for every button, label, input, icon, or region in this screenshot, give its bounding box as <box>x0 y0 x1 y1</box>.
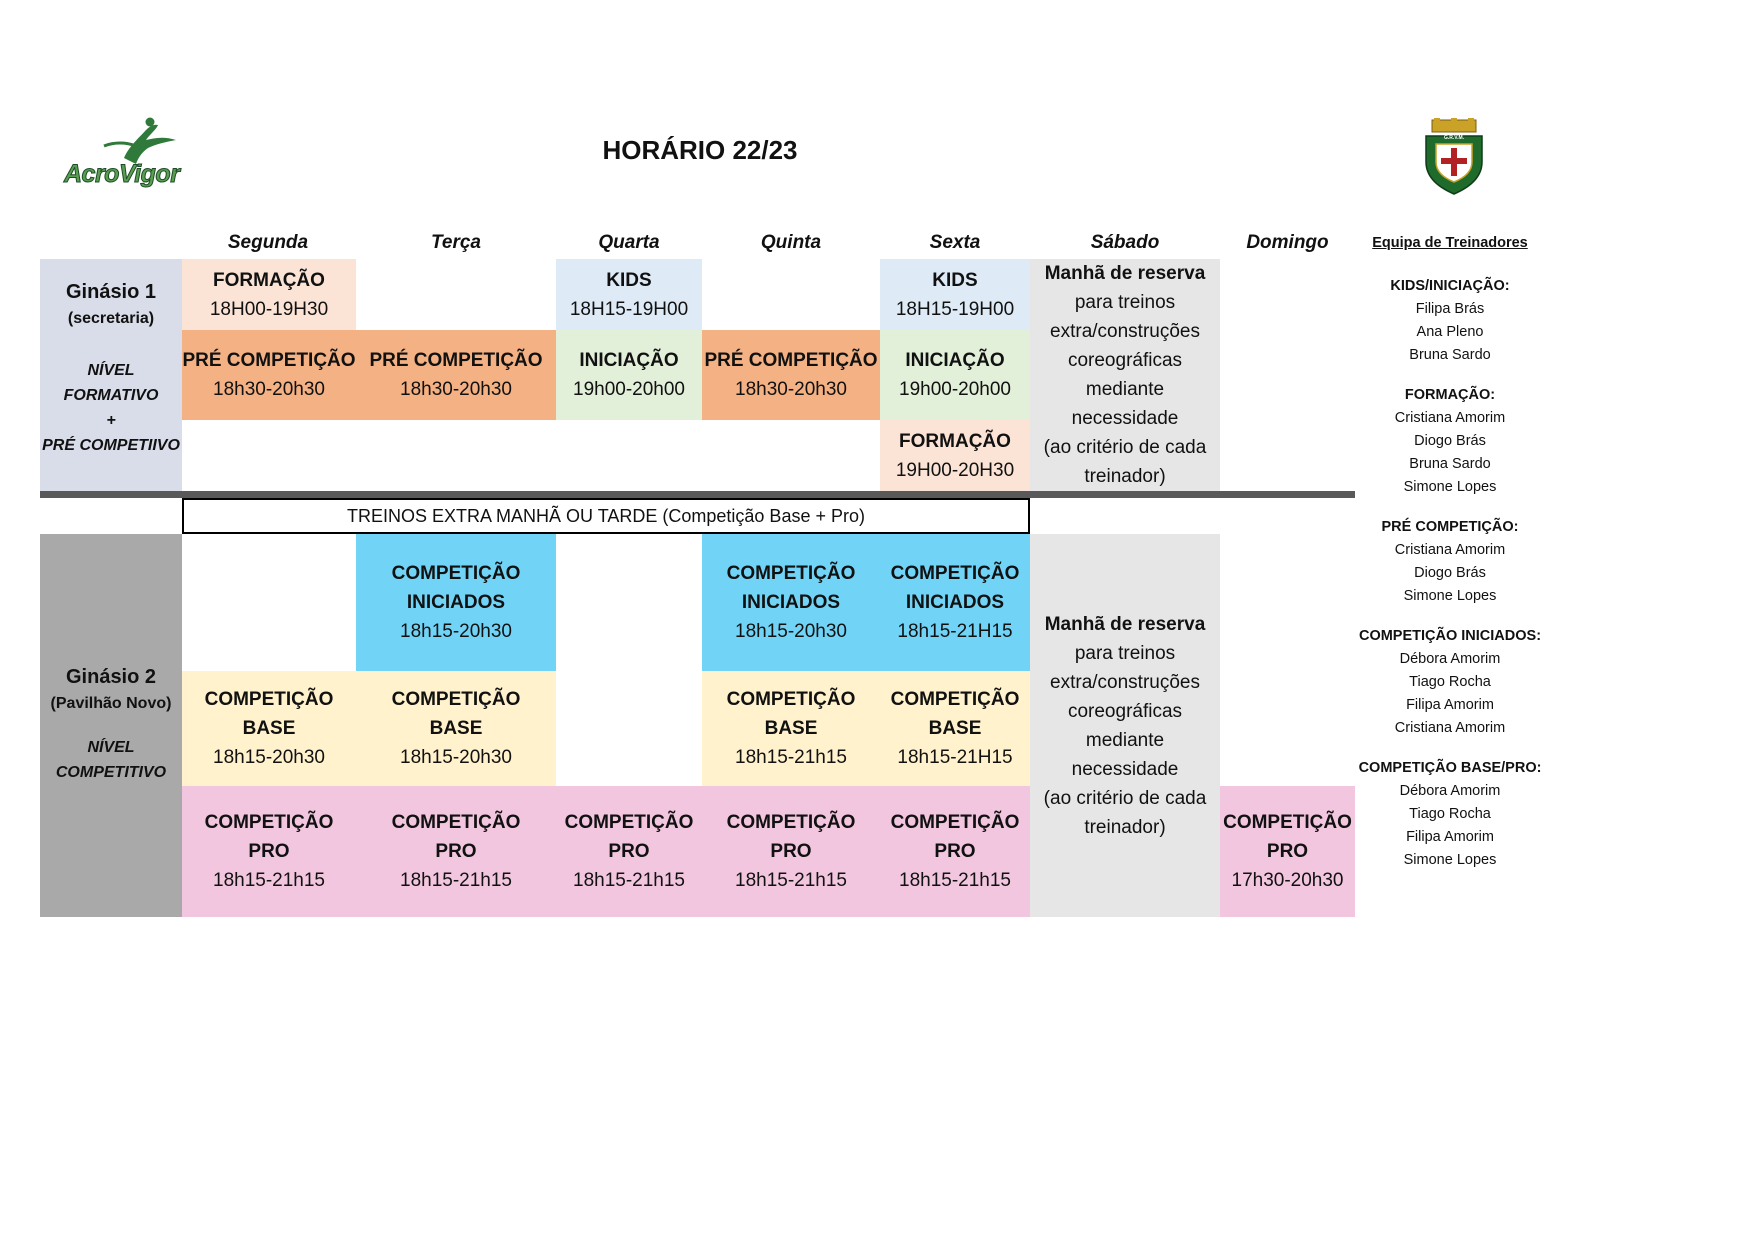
schedule-cell-iniciacao <box>880 330 1030 420</box>
cell-time: 18h15-21h15 <box>400 870 512 891</box>
day-header-quinta: Quinta <box>760 232 822 253</box>
gym1-level-line: NÍVEL <box>87 362 135 379</box>
cell-label: PRO <box>435 841 477 862</box>
gym1-level-line: + <box>106 412 116 429</box>
cell-time: 18h15-20h30 <box>735 621 847 642</box>
gym2-level-line: COMPETITIVO <box>55 764 167 781</box>
cell-time: 18h15-21h15 <box>573 870 685 891</box>
coach-name: Tiago Rocha <box>1409 806 1491 822</box>
gym1-label <box>40 259 182 491</box>
gym2-name: Ginásio 2 <box>65 666 157 688</box>
saturday-reserve-gym2 <box>1030 534 1220 917</box>
cell-label: PRO <box>934 841 976 862</box>
reserve-line: mediante <box>1085 379 1165 400</box>
cell-label: COMPETIÇÃO <box>204 689 334 710</box>
coach-name: Ana Pleno <box>1416 324 1484 340</box>
schedule-cell-competicao-iniciados <box>880 534 1030 671</box>
schedule-cell-formacao <box>182 259 356 330</box>
gym1-name: Ginásio 1 <box>65 281 157 303</box>
cell-label: COMPETIÇÃO <box>391 812 521 833</box>
reserve-line: (ao critério de cada <box>1043 437 1207 458</box>
gym1-level-line: PRÉ COMPETIIVO <box>42 437 180 454</box>
coach-name: Simone Lopes <box>1403 479 1497 495</box>
reserve-line: extra/construções <box>1050 671 1200 693</box>
day-header-quarta: Quarta <box>598 232 660 253</box>
crest-text: G.R.V.M. <box>1443 135 1465 141</box>
cell-label: COMPETIÇÃO <box>726 812 856 833</box>
gym2-location: (Pavilhão Novo) <box>50 695 172 712</box>
coach-group-title: FORMAÇÃO: <box>1404 387 1496 403</box>
cell-time: 18h15-21h15 <box>213 870 325 891</box>
cell-label: INICIAÇÃO <box>579 350 679 371</box>
schedule-cell-kids <box>880 259 1030 330</box>
schedule-cell-competicao-pro <box>356 786 556 917</box>
cell-time: 18h30-20h30 <box>213 379 325 400</box>
schedule-cell-competicao-pro <box>1220 786 1355 917</box>
coach-name: Simone Lopes <box>1403 588 1497 604</box>
cell-label: INICIADOS <box>741 592 841 613</box>
cell-time: 18h15-21H15 <box>897 747 1013 768</box>
reserve-line: treinador) <box>1084 466 1166 487</box>
schedule-cell-pre-competicao <box>356 330 556 420</box>
cell-label: PRO <box>608 841 650 862</box>
day-header-terca: Terça <box>431 232 481 253</box>
cell-label: PRO <box>248 841 290 862</box>
reserve-line: mediante <box>1085 729 1165 751</box>
reserve-line: extra/construções <box>1050 321 1200 342</box>
acrovigor-logo <box>60 122 200 202</box>
cell-label: PRO <box>770 841 812 862</box>
reserve-line: treinador) <box>1084 816 1166 838</box>
coach-name: Cristiana Amorim <box>1394 410 1506 426</box>
cell-label: COMPETIÇÃO <box>391 689 521 710</box>
reserve-line: para treinos <box>1074 292 1176 313</box>
page-title: HORÁRIO 22/23 <box>602 135 798 165</box>
reserve-line: necessidade <box>1071 758 1179 780</box>
coaches-header: Equipa de Treinadores <box>1372 235 1528 251</box>
reserve-line: necessidade <box>1071 408 1179 429</box>
schedule-cell-kids <box>556 259 702 330</box>
coach-name: Simone Lopes <box>1403 852 1497 868</box>
schedule-cell-formacao <box>880 420 1030 491</box>
coach-name: Cristiana Amorim <box>1394 542 1506 558</box>
schedule-cell-competicao-pro <box>182 786 356 917</box>
schedule-cell-competicao-iniciados <box>356 534 556 671</box>
schedule-cell-competicao-base <box>182 671 356 786</box>
cell-time: 18h15-20h30 <box>400 621 512 642</box>
cell-label: COMPETIÇÃO <box>391 563 521 584</box>
cell-label: BASE <box>429 718 483 739</box>
acrovigor-logo-text: AcroVigor <box>64 160 180 188</box>
cell-label: COMPETIÇÃO <box>204 812 334 833</box>
cell-time: 18h15-21H15 <box>897 621 1013 642</box>
cell-time: 17h30-20h30 <box>1231 870 1344 891</box>
coach-name: Filipa Brás <box>1415 301 1485 317</box>
cell-label: INICIAÇÃO <box>905 350 1005 371</box>
cell-label: FORMAÇÃO <box>213 269 325 291</box>
coach-name: Bruna Sardo <box>1409 456 1491 472</box>
reserve-title: Manhã de reserva <box>1044 263 1206 284</box>
gym-divider <box>40 491 1355 498</box>
cell-label: COMPETIÇÃO <box>890 689 1020 710</box>
cell-label: PRÉ COMPETIÇÃO <box>369 350 543 371</box>
day-header-segunda: Segunda <box>227 232 309 253</box>
cell-time: 18h30-20h30 <box>400 379 512 400</box>
schedule-cell-competicao-base <box>702 671 880 786</box>
cell-label: INICIADOS <box>406 592 506 613</box>
coach-group-title: COMPETIÇÃO INICIADOS: <box>1358 628 1542 644</box>
coach-group-title: PRÉ COMPETIÇÃO: <box>1381 519 1519 535</box>
cell-time: 18h15-20h30 <box>213 747 325 768</box>
cell-label: COMPETIÇÃO <box>726 563 856 584</box>
schedule-cell-competicao-pro <box>556 786 702 917</box>
schedule-cell-iniciacao <box>556 330 702 420</box>
coach-name: Diogo Brás <box>1414 433 1486 449</box>
cell-time: 18h15-20h30 <box>400 747 512 768</box>
day-header-sabado: Sábado <box>1090 232 1160 253</box>
cell-time: 18h30-20h30 <box>735 379 847 400</box>
reserve-line: coreográficas <box>1067 350 1183 371</box>
cell-label: COMPETIÇÃO <box>1223 812 1352 833</box>
cell-label: COMPETIÇÃO <box>890 812 1020 833</box>
coach-name: Tiago Rocha <box>1409 674 1491 690</box>
cell-time: 18H00-19H30 <box>209 298 329 320</box>
reserve-line: coreográficas <box>1067 700 1183 722</box>
day-header-sexta: Sexta <box>929 232 981 253</box>
cell-time: 18H15-19H00 <box>895 298 1015 320</box>
gymnast-figure-icon <box>84 116 194 166</box>
schedule-cell-competicao-base <box>880 671 1030 786</box>
extra-training-banner: TREINOS EXTRA MANHÃ OU TARDE (Competição Base + Pro) <box>182 498 1030 534</box>
coach-name: Cristiana Amorim <box>1394 720 1506 736</box>
cell-time: 19H00-20H30 <box>895 459 1015 481</box>
coach-group-title: COMPETIÇÃO BASE/PRO: <box>1358 760 1542 776</box>
cell-time: 18h15-21h15 <box>735 747 847 768</box>
cell-label: KIDS <box>606 269 652 291</box>
schedule-cell-competicao-pro <box>702 786 880 917</box>
cell-label: PRO <box>1266 841 1309 862</box>
cell-time: 18h15-21h15 <box>899 870 1011 891</box>
schedule-cell-competicao-pro <box>880 786 1030 917</box>
gym2-level-line: NÍVEL <box>87 739 135 756</box>
coach-name: Filipa Amorim <box>1406 829 1494 845</box>
coach-name: Bruna Sardo <box>1409 347 1491 363</box>
cell-label: BASE <box>242 718 296 739</box>
club-crest-icon <box>1420 118 1488 196</box>
schedule-cell-competicao-base <box>356 671 556 786</box>
cell-label: FORMAÇÃO <box>899 430 1011 452</box>
schedule-cell-pre-competicao <box>702 330 880 420</box>
schedule-cell-competicao-iniciados <box>702 534 880 671</box>
coach-name: Débora Amorim <box>1399 783 1501 799</box>
cell-time: 18H15-19H00 <box>569 298 689 320</box>
coach-group-title: KIDS/INICIAÇÃO: <box>1390 278 1510 294</box>
cell-label: COMPETIÇÃO <box>890 563 1020 584</box>
cell-time: 19h00-20h00 <box>899 379 1011 400</box>
cell-label: BASE <box>764 718 818 739</box>
gym1-location: (secretaria) <box>67 310 155 327</box>
cell-label: COMPETIÇÃO <box>726 689 856 710</box>
reserve-line: (ao critério de cada <box>1043 787 1207 809</box>
saturday-reserve-gym1 <box>1030 259 1220 491</box>
cell-label: COMPETIÇÃO <box>564 812 694 833</box>
gym2-label <box>40 534 182 917</box>
cell-label: PRÉ COMPETIÇÃO <box>704 350 878 371</box>
coach-name: Débora Amorim <box>1399 651 1501 667</box>
gym1-level-line: FORMATIVO <box>63 387 159 404</box>
cell-time: 19h00-20h00 <box>573 379 685 400</box>
schedule-cell-pre-competicao <box>182 330 356 420</box>
cell-label: KIDS <box>932 269 978 291</box>
cell-time: 18h15-21h15 <box>735 870 847 891</box>
coach-name: Filipa Amorim <box>1406 697 1494 713</box>
reserve-line: para treinos <box>1074 642 1176 664</box>
reserve-title: Manhã de reserva <box>1044 613 1206 635</box>
day-header-domingo: Domingo <box>1246 232 1329 253</box>
cell-label: PRÉ COMPETIÇÃO <box>182 350 356 371</box>
cell-label: BASE <box>928 718 982 739</box>
cell-label: INICIADOS <box>905 592 1005 613</box>
coach-name: Diogo Brás <box>1414 565 1486 581</box>
coaches-panel <box>1355 232 1545 872</box>
